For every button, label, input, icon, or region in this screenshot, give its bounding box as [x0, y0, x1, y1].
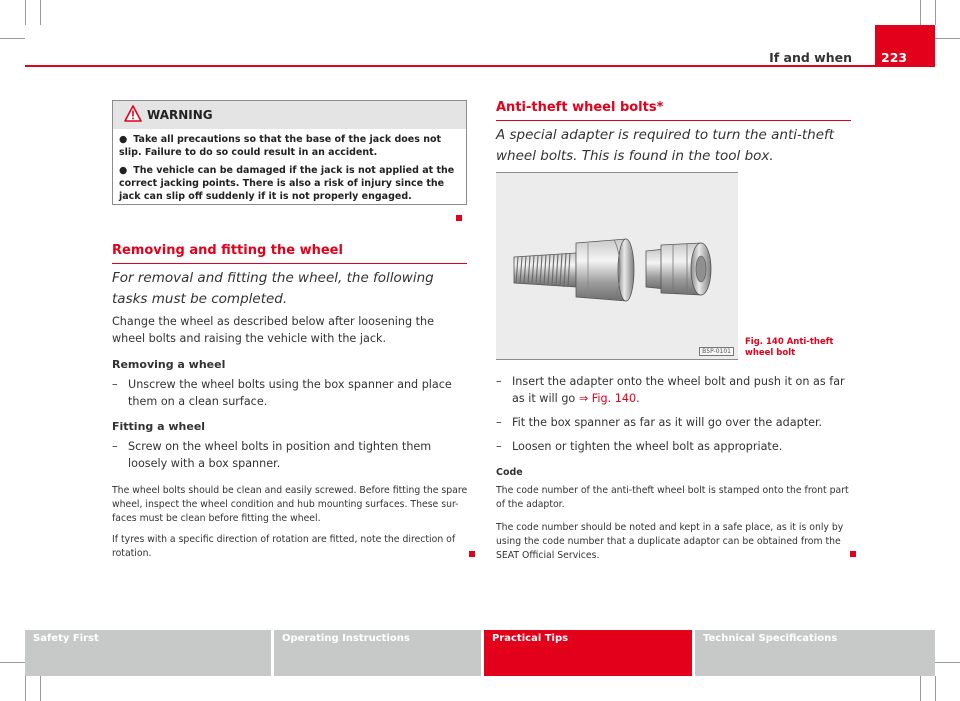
bolt-thread — [514, 253, 576, 287]
footer-tab-label: Operating Instructions — [282, 633, 410, 644]
crop-mark — [920, 676, 921, 701]
end-mark — [850, 551, 856, 557]
figure-code: B5P-0101 — [699, 347, 734, 356]
crop-mark — [25, 676, 26, 701]
note-paragraph: If tyres with a specific direction of rotation are fitted, note the direction of rotation. — [112, 534, 456, 559]
footer-tab-label: Safety First — [33, 633, 99, 644]
header-rule — [25, 65, 935, 67]
footer-tab-label: Technical Specifications — [703, 633, 838, 644]
page-title: If and when — [769, 50, 852, 65]
subheading-fitting: Fitting a wheel — [112, 420, 206, 433]
warning-box — [112, 100, 467, 205]
warning-title: WARNING — [147, 108, 213, 122]
code-paragraph: The code number of the anti-theft wheel bolt is stamped onto the front part of the adaptor. — [496, 485, 849, 510]
section-title-removing: Removing and fitting the wheel — [112, 243, 467, 264]
crop-mark — [25, 0, 26, 25]
crop-mark — [0, 38, 25, 39]
section-title-antitheft: Anti-theft wheel bolts* — [496, 100, 851, 121]
figure-caption: Fig. 140 Anti-theft wheel bolt — [745, 337, 834, 358]
footer-tab-label: Practical Tips — [492, 633, 569, 644]
crop-mark — [0, 662, 25, 663]
warning-header — [113, 101, 466, 129]
warning-body — [113, 129, 466, 203]
subheading-code: Code — [496, 467, 523, 478]
crop-mark — [935, 0, 936, 25]
subheading-removing: Removing a wheel — [112, 358, 226, 371]
code-paragraph: The code number should be noted and kept in a safe place, as it is only by using the code number that a duplicate adaptor can be obtained from the SEAT Official Services. — [496, 522, 844, 561]
step-item: – Fit the box spanner as far as it will go over the adapter. — [496, 416, 823, 429]
crop-mark — [40, 676, 41, 701]
crop-mark — [920, 0, 921, 25]
figure-antitheft-bolt — [496, 172, 738, 360]
warning-item: ● The vehicle can be damaged if the jack is not applied at the correct jacking points. There is also a risk of injury since the jack can slip off suddenly if it is not properly engaged. — [119, 165, 455, 202]
end-mark — [456, 215, 462, 221]
footer-tab-safety-first[interactable] — [25, 630, 271, 676]
intro-removing: For removal and fitting the wheel, the following tasks must be completed. — [112, 270, 434, 307]
footer-tab-operating-instructions[interactable] — [274, 630, 481, 676]
warning-triangle-icon — [124, 105, 142, 122]
page-number: 223 — [881, 50, 908, 65]
wheel-bolt-illustration — [496, 173, 738, 359]
step-item: – Unscrew the wheel bolts using the box spanner and place them on a clean surface. — [112, 378, 452, 408]
footer-tab-technical-specifications[interactable] — [695, 630, 935, 676]
note-paragraph: The wheel bolts should be clean and easily screwed. Before fitting the spare wheel, inspect the wheel condition and hub mounting surfaces. These sur-faces must be clean before fitting the wheel. — [112, 485, 468, 524]
intro-antitheft: A special adapter is required to turn the anti-theft wheel bolts. This is found in the tool box. — [496, 127, 835, 164]
figure-link[interactable]: ⇒ Fig. 140 — [578, 392, 637, 405]
crop-mark — [935, 676, 936, 701]
footer-tab-practical-tips[interactable] — [484, 630, 692, 676]
adapter — [646, 243, 711, 295]
crop-mark — [40, 0, 41, 25]
warning-item: ● Take all precautions so that the base of the jack does not slip. Failure to do so could result in an accident. — [119, 134, 442, 158]
bolt-head — [576, 239, 634, 301]
crop-mark — [935, 662, 960, 663]
end-mark — [469, 551, 475, 557]
crop-mark — [935, 38, 960, 39]
step-item: – Insert the adapter onto the wheel bolt and push it on as far as it will go ⇒ Fig. 140. — [496, 375, 845, 405]
body-paragraph: Change the wheel as described below after loosening the wheel bolts and raising the vehicle with the jack. — [112, 315, 435, 345]
step-item: – Loosen or tighten the wheel bolt as appropriate. — [496, 440, 783, 453]
step-item: – Screw on the wheel bolts in position and tighten them loosely with a box spanner. — [112, 440, 432, 470]
